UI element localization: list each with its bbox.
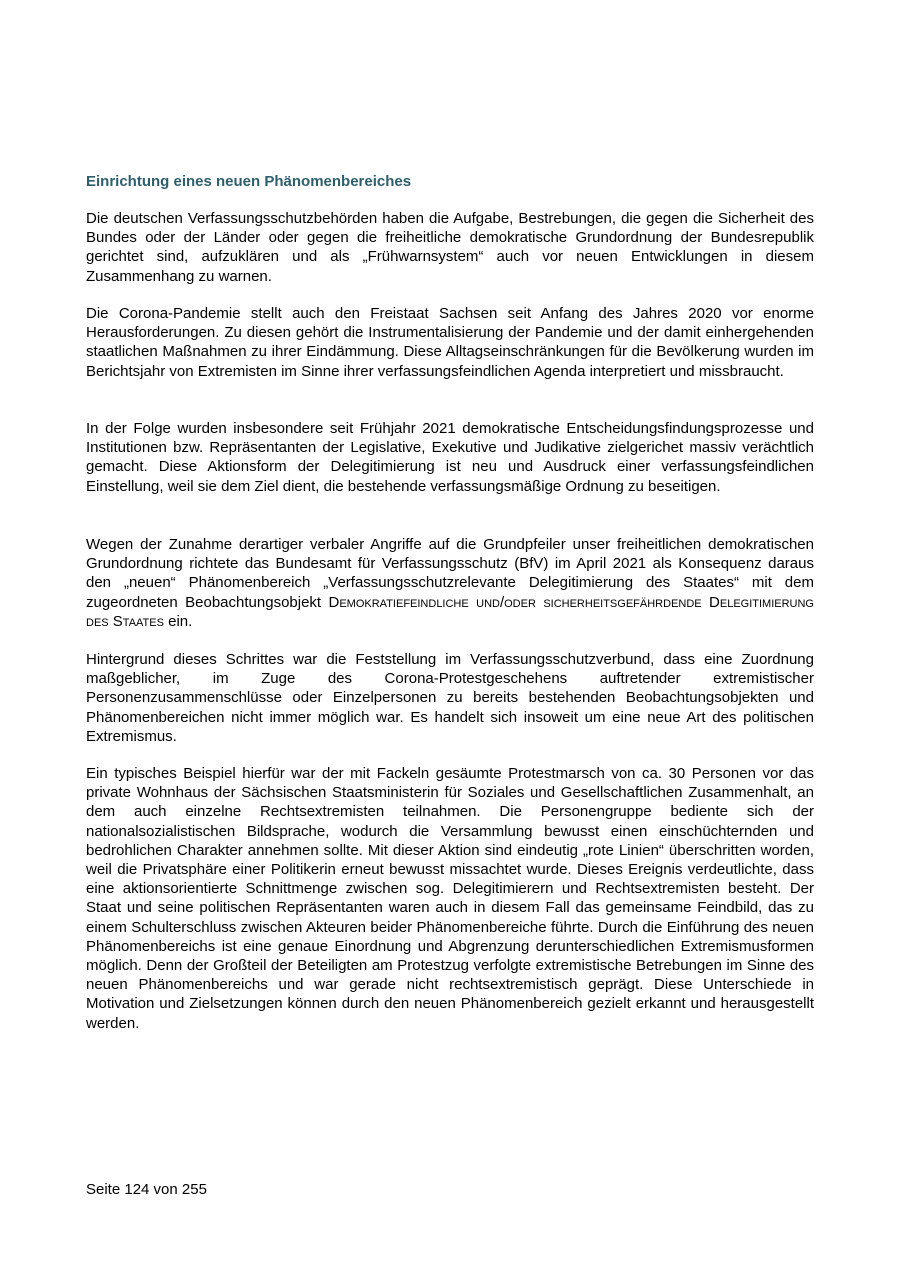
bfv-paragraph-text: Wegen der Zunahme derartiger verbaler Angriffe auf die Grundpfeiler unser freiheitlichen demokratischen Grundordnung richtete das Bundesamt für Verfassungsschutz (BfV) im April 2021 als Konsequenz daraus den „neuen“ Phänomenbereich „Verfassungsschutzrelevante Delegitimierung des Staates“ mit dem zugeordneten Beobachtungsobjekt	[86, 536, 814, 611]
page-number: Seite 124 von 255	[86, 1181, 207, 1198]
paragraph-delegitimierung: In der Folge wurden insbesondere seit Frühjahr 2021 demokratische Entscheidungsfindungsprozesse und Institutionen bzw. Repräsentanten der Legislative, Exekutive und Judikative zielgerichet massiv verächtlich gemacht. Diese Aktionsform der Delegitimierung ist neu und Ausdruck einer verfassungsfeindlichen Einstellung, weil sie dem Ziel dient, die bestehende verfassungsmäßige Ordnung zu beseitigen.	[86, 420, 814, 495]
bfv-paragraph-ending: ein.	[168, 612, 193, 630]
section-heading: Einrichtung eines neuen Phänomenbereiches	[86, 173, 412, 190]
paragraph-verfassungsschutz-aufgabe: Die deutschen Verfassungsschutzbehörden haben die Aufgabe, Bestrebungen, die gegen die Sicherheit des Bundes oder der Länder oder gegen die freiheitliche demokratische Grundordnung der Bundesrepublik gerichtet sind, aufzuklären und als „Frühwarnsystem“ auch vor neuen Entwicklungen in diesem Zusammenhang zu warnen.	[86, 210, 814, 285]
paragraph-bfv-phaenomenbereich	[86, 535, 814, 631]
paragraph-hintergrund: Hintergrund dieses Schrittes war die Feststellung im Verfassungsschutzverbund, dass eine Zuordnung maßgeblicher, im Zuge des Corona-Protestgeschehens auftretender extremistischer Personenzusammenschlüsse oder Einzelpersonen zu bereits bestehenden Beobachtungsobjekten und Phänomenbereichen nicht immer möglich war. Es handelt sich insoweit um eine neue Art des politischen Extremismus.	[86, 651, 814, 745]
paragraph-beispiel-protestmarsch: Ein typisches Beispiel hierfür war der mit Fackeln gesäumte Protestmarsch von ca. 30 Personen vor das private Wohnhaus der Sächsischen Staatsministerin für Soziales und Gesellschaftlichen Zusammenhalt, an dem auch einzelne Rechtsextremisten teilnahmen. Die Personengruppe bediente sich der nationalsozialistischen Bildsprache, wodurch die Versammlung bewusst einen einschüchternden und bedrohlichen Charakter annehmen sollte. Mit dieser Aktion sind eindeutig „rote Linien“ überschritten worden, weil die Privatsphäre einer Politikerin erneut bewusst missachtet wurde. Dieses Ereignis verdeutlichte, dass eine aktionsorientierte Schnittmenge zwischen sog. Delegitimierern und Rechtsextremisten besteht. Der Staat und seine politischen Repräsentanten waren auch in diesem Fall das gemeinsame Feindbild, das zu einem Schulterschluss zwischen Akteuren beider Phänomenbereiche führte. Durch die Einführung des neuen Phänomenbereichs ist eine genaue Einordnung und Abgrenzung derunterschiedlichen Extremismusformen möglich. Denn der Großteil der Beteiligten am Protestzug verfolgte extremistische Betrebungen im Sinne des neuen Phänomenbereichs und war gerade nicht rechtsextremistisch geprägt. Diese Unterschiede in Motivation und Zielsetzungen können durch den neuen Phänomenbereich gezielt erkannt und herausgestellt werden.	[86, 765, 814, 1032]
paragraph-corona-pandemie: Die Corona-Pandemie stellt auch den Freistaat Sachsen seit Anfang des Jahres 2020 vor enorme Herausforderungen. Zu diesen gehört die Instrumentalisierung der Pandemie und der damit einhergehenden staatlichen Maßnahmen zu ihrer Eindämmung. Diese Alltagseinschränkungen für die Bevölkerung wurden im Berichtsjahr von Extremisten im Sinne ihrer verfassungsfeindlichen Agenda interpretiert und missbraucht.	[86, 305, 814, 380]
observation-object-name: Demokratiefeindliche und/oder sicherheitsgefährdende Delegitimierung des Staates	[86, 593, 814, 630]
